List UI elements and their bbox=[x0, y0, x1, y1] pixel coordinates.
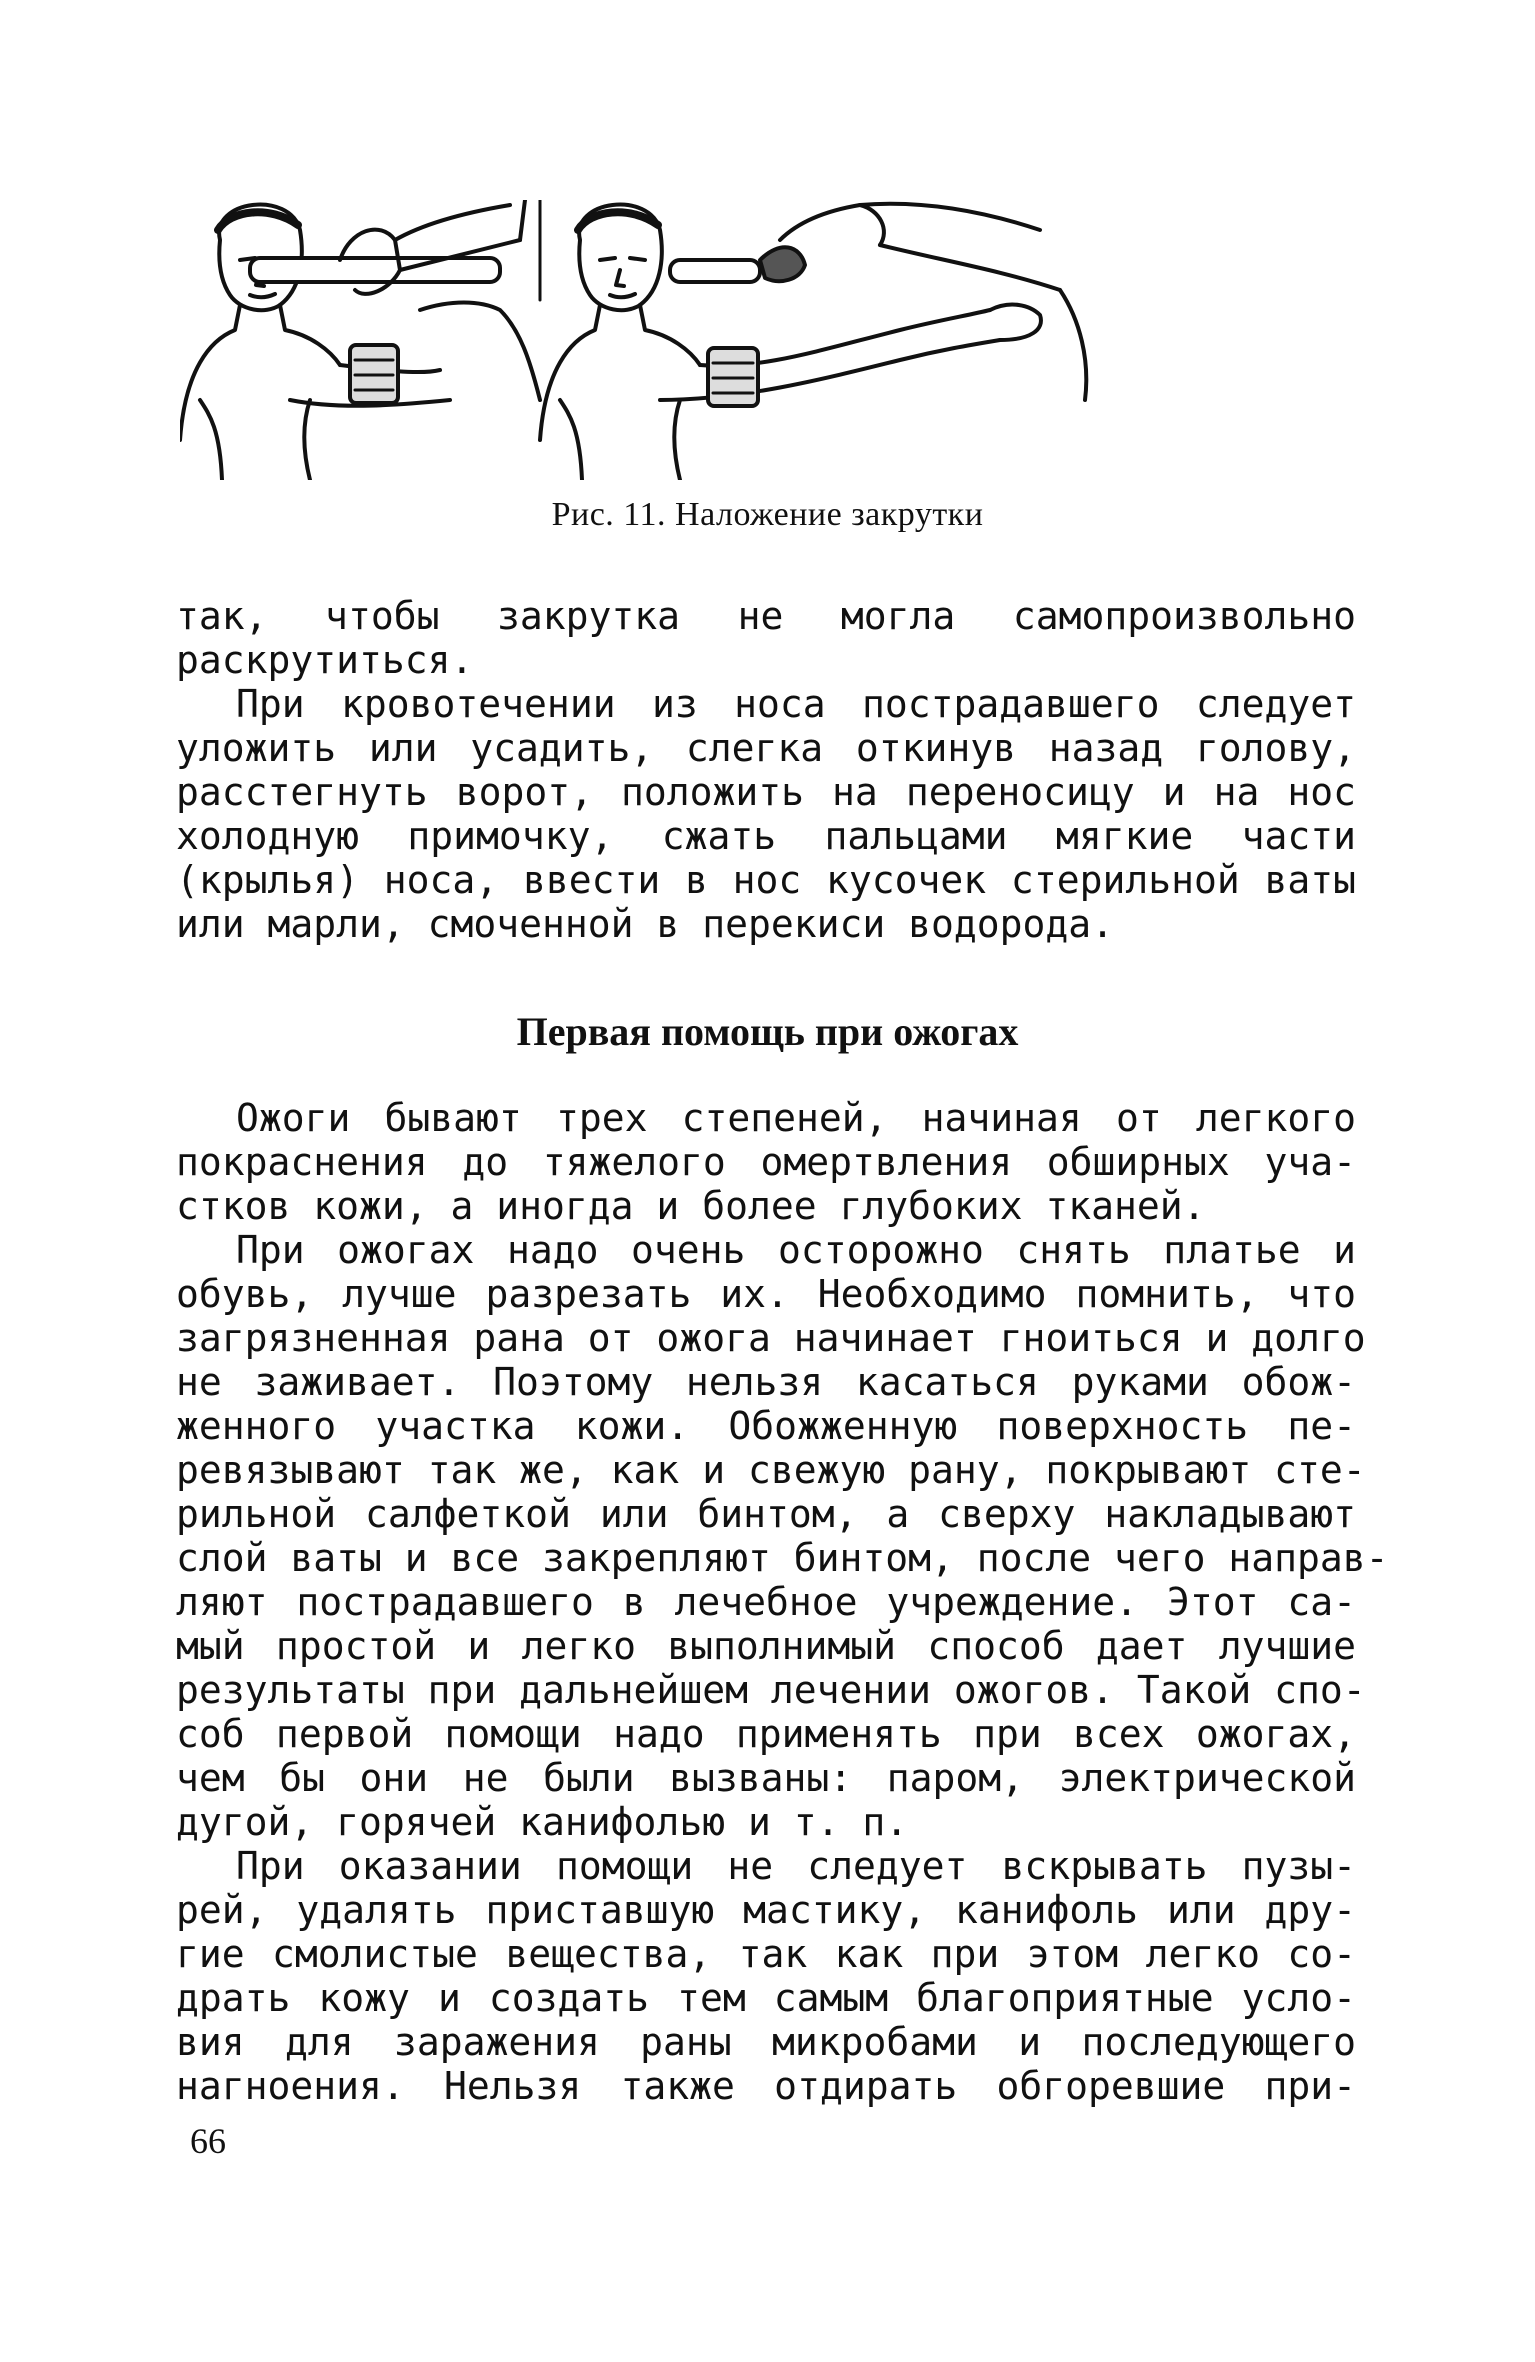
text-line: загрязненная рана от ожога начинает гноиться и долго bbox=[176, 1316, 1366, 1360]
tourniquet-drawing-icon bbox=[180, 200, 1340, 480]
text-line: не заживает. Поэтому нельзя касаться руками обож- bbox=[176, 1360, 1356, 1404]
text-line: чем бы они не были вызваны: паром, электрической bbox=[176, 1756, 1356, 1800]
text-line: уложить или усадить, слегка откинув назад голову, bbox=[176, 726, 1356, 770]
text-line: гие смолистые вещества, так как при этом легко со- bbox=[176, 1932, 1356, 1976]
text-line: или марли, смоченной в перекиси водорода. bbox=[176, 902, 1114, 946]
text-line: покраснения до тяжелого омертвления обширных уча- bbox=[176, 1140, 1356, 1184]
text-line: нагноения. Нельзя также отдирать обгоревшие при- bbox=[176, 2064, 1356, 2108]
text-line: женного участка кожи. Обожженную поверхность пе- bbox=[176, 1404, 1356, 1448]
text-line: При ожогах надо очень осторожно снять платье и bbox=[236, 1228, 1356, 1272]
paragraph-burn-treatment bbox=[176, 1228, 1389, 1844]
text-line: драть кожу и создать тем самым благоприятные усло- bbox=[176, 1976, 1356, 2020]
paragraph-continuation bbox=[176, 594, 1356, 682]
text-line: ревязывают так же, как и свежую рану, покрывают сте- bbox=[176, 1448, 1366, 1492]
text-line: холодную примочку, сжать пальцами мягкие части bbox=[176, 814, 1356, 858]
text-line: рей, удалять приставшую мастику, канифоль или дру- bbox=[176, 1888, 1356, 1932]
text-line: слой ваты и все закрепляют бинтом, после чего направ- bbox=[176, 1536, 1389, 1580]
paragraph-burn-degrees bbox=[176, 1096, 1356, 1228]
text-line: Ожоги бывают трех степеней, начиная от легкого bbox=[236, 1096, 1356, 1140]
tourniquet-illustration bbox=[180, 200, 1340, 480]
text-line: При оказании помощи не следует вскрывать пузы- bbox=[236, 1844, 1356, 1888]
paragraph-burn-warnings bbox=[176, 1844, 1356, 2108]
section-heading: Первая помощь при ожогах bbox=[516, 1009, 1019, 1054]
text-line: раскрутиться. bbox=[176, 638, 474, 682]
text-line: стков кожи, а иногда и более глубоких тканей. bbox=[176, 1184, 1206, 1228]
text-line: результаты при дальнейшем лечении ожогов. Такой спо- bbox=[176, 1668, 1366, 1712]
text-line: вия для заражения раны микробами и последующего bbox=[176, 2020, 1356, 2064]
text-line: рильной салфеткой или бинтом, а сверху накладывают bbox=[176, 1492, 1356, 1536]
text-line: соб первой помощи надо применять при всех ожогах, bbox=[176, 1712, 1356, 1756]
text-line: (крылья) носа, ввести в нос кусочек стерильной ваты bbox=[176, 858, 1356, 902]
text-line: обувь, лучше разрезать их. Необходимо помнить, что bbox=[176, 1272, 1356, 1316]
page-number: 66 bbox=[190, 2121, 226, 2161]
text-line: ляют пострадавшего в лечебное учреждение. Этот са- bbox=[176, 1580, 1356, 1624]
figure-caption: Рис. 11. Наложение закрутки bbox=[551, 496, 984, 533]
paragraph-nosebleed bbox=[176, 682, 1356, 946]
text-line: так, чтобы закрутка не могла самопроизвольно bbox=[176, 594, 1356, 638]
text-line: мый простой и легко выполнимый способ дает лучшие bbox=[176, 1624, 1356, 1668]
text-line: дугой, горячей канифолью и т. п. bbox=[176, 1800, 909, 1844]
text-line: расстегнуть ворот, положить на переносицу и на нос bbox=[176, 770, 1356, 814]
text-line: При кровотечении из носа пострадавшего следует bbox=[236, 682, 1356, 726]
